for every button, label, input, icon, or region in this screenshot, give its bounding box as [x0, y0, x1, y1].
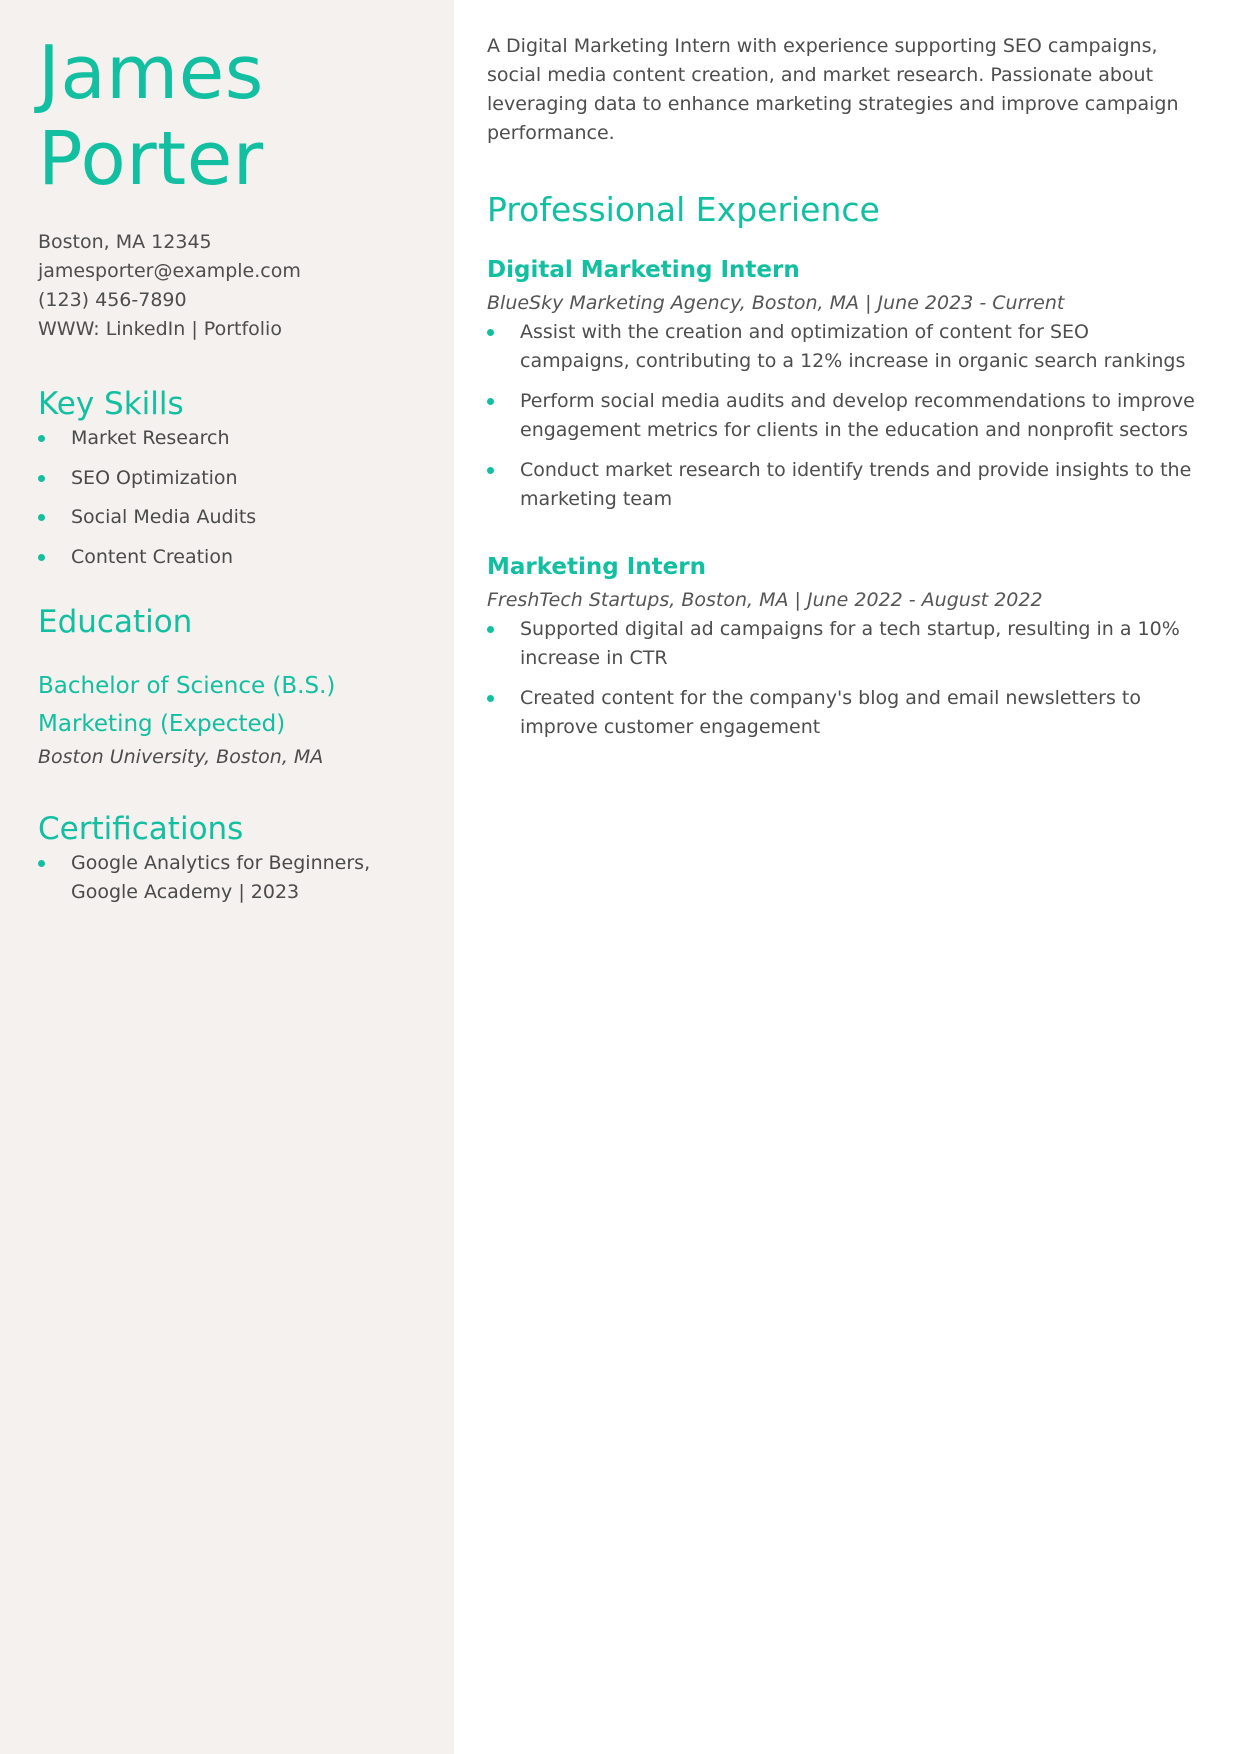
- last-name: Porter: [38, 116, 264, 202]
- bullet-icon: [487, 626, 494, 633]
- job-entry: [487, 254, 1199, 514]
- job-bullets: [487, 318, 1199, 514]
- job-meta: FreshTech Startups, Boston, MA | June 2022 - August 2022: [487, 589, 1043, 611]
- education-degree: Bachelor of Science (B.S.) Marketing (Expected): [38, 672, 336, 737]
- first-name: James: [38, 30, 264, 116]
- skill-item: SEO Optimization: [38, 464, 416, 493]
- job-title: Marketing Intern: [487, 554, 706, 580]
- education-school: Boston University, Boston, MA: [38, 745, 324, 768]
- job-entry: [487, 551, 1199, 742]
- job-bullet: Created content for the company's blog and email newsletters to improve customer engagement: [487, 684, 1199, 742]
- job-bullet: Perform social media audits and develop recommendations to improve engagement metrics for clients in the education and nonprofit sectors: [487, 387, 1199, 445]
- contact-email: jamesporter@example.com: [38, 260, 301, 282]
- bullet-icon: [487, 329, 494, 336]
- job-meta: BlueSky Marketing Agency, Boston, MA | June 2023 - Current: [487, 292, 1065, 314]
- job-bullet: Assist with the creation and optimization of content for SEO campaigns, contributing to a 12% increase in organic search rankings: [487, 318, 1199, 376]
- education-heading: Education: [38, 603, 193, 640]
- contact-info: [38, 228, 416, 344]
- job-title: Digital Marketing Intern: [487, 257, 800, 283]
- professional-summary: A Digital Marketing Intern with experience supporting SEO campaigns, social media content creation, and market research. Passionate about leveraging data to enhance marketing strategies and improve campaign performance.: [487, 35, 1179, 144]
- skill-item: Market Research: [38, 424, 416, 453]
- experience-heading: Professional Experience: [487, 190, 880, 229]
- contact-address: Boston, MA 12345: [38, 231, 212, 253]
- bullet-icon: [38, 554, 45, 561]
- bullet-icon: [38, 860, 45, 867]
- contact-web-links: WWW: LinkedIn | Portfolio: [38, 318, 282, 340]
- certifications-list: [38, 849, 416, 907]
- contact-phone: (123) 456-7890: [38, 289, 187, 311]
- skills-heading: Key Skills: [38, 386, 184, 422]
- skills-list: [38, 424, 416, 572]
- job-bullets: [487, 615, 1199, 742]
- job-bullet: Conduct market research to identify trends and provide insights to the marketing team: [487, 456, 1199, 514]
- skill-item: Content Creation: [38, 543, 416, 572]
- bullet-icon: [38, 435, 45, 442]
- skill-item: Social Media Audits: [38, 503, 416, 532]
- candidate-name: [38, 30, 416, 202]
- certifications-heading: Certifications: [38, 810, 244, 847]
- bullet-icon: [38, 475, 45, 482]
- bullet-icon: [487, 695, 494, 702]
- bullet-icon: [487, 398, 494, 405]
- main-content: [454, 0, 1239, 1754]
- job-bullet: Supported digital ad campaigns for a tech startup, resulting in a 10% increase in CTR: [487, 615, 1199, 673]
- bullet-icon: [38, 514, 45, 521]
- bullet-icon: [487, 467, 494, 474]
- certification-item: Google Analytics for Beginners, Google Academy | 2023: [38, 849, 416, 907]
- sidebar: [0, 0, 454, 1754]
